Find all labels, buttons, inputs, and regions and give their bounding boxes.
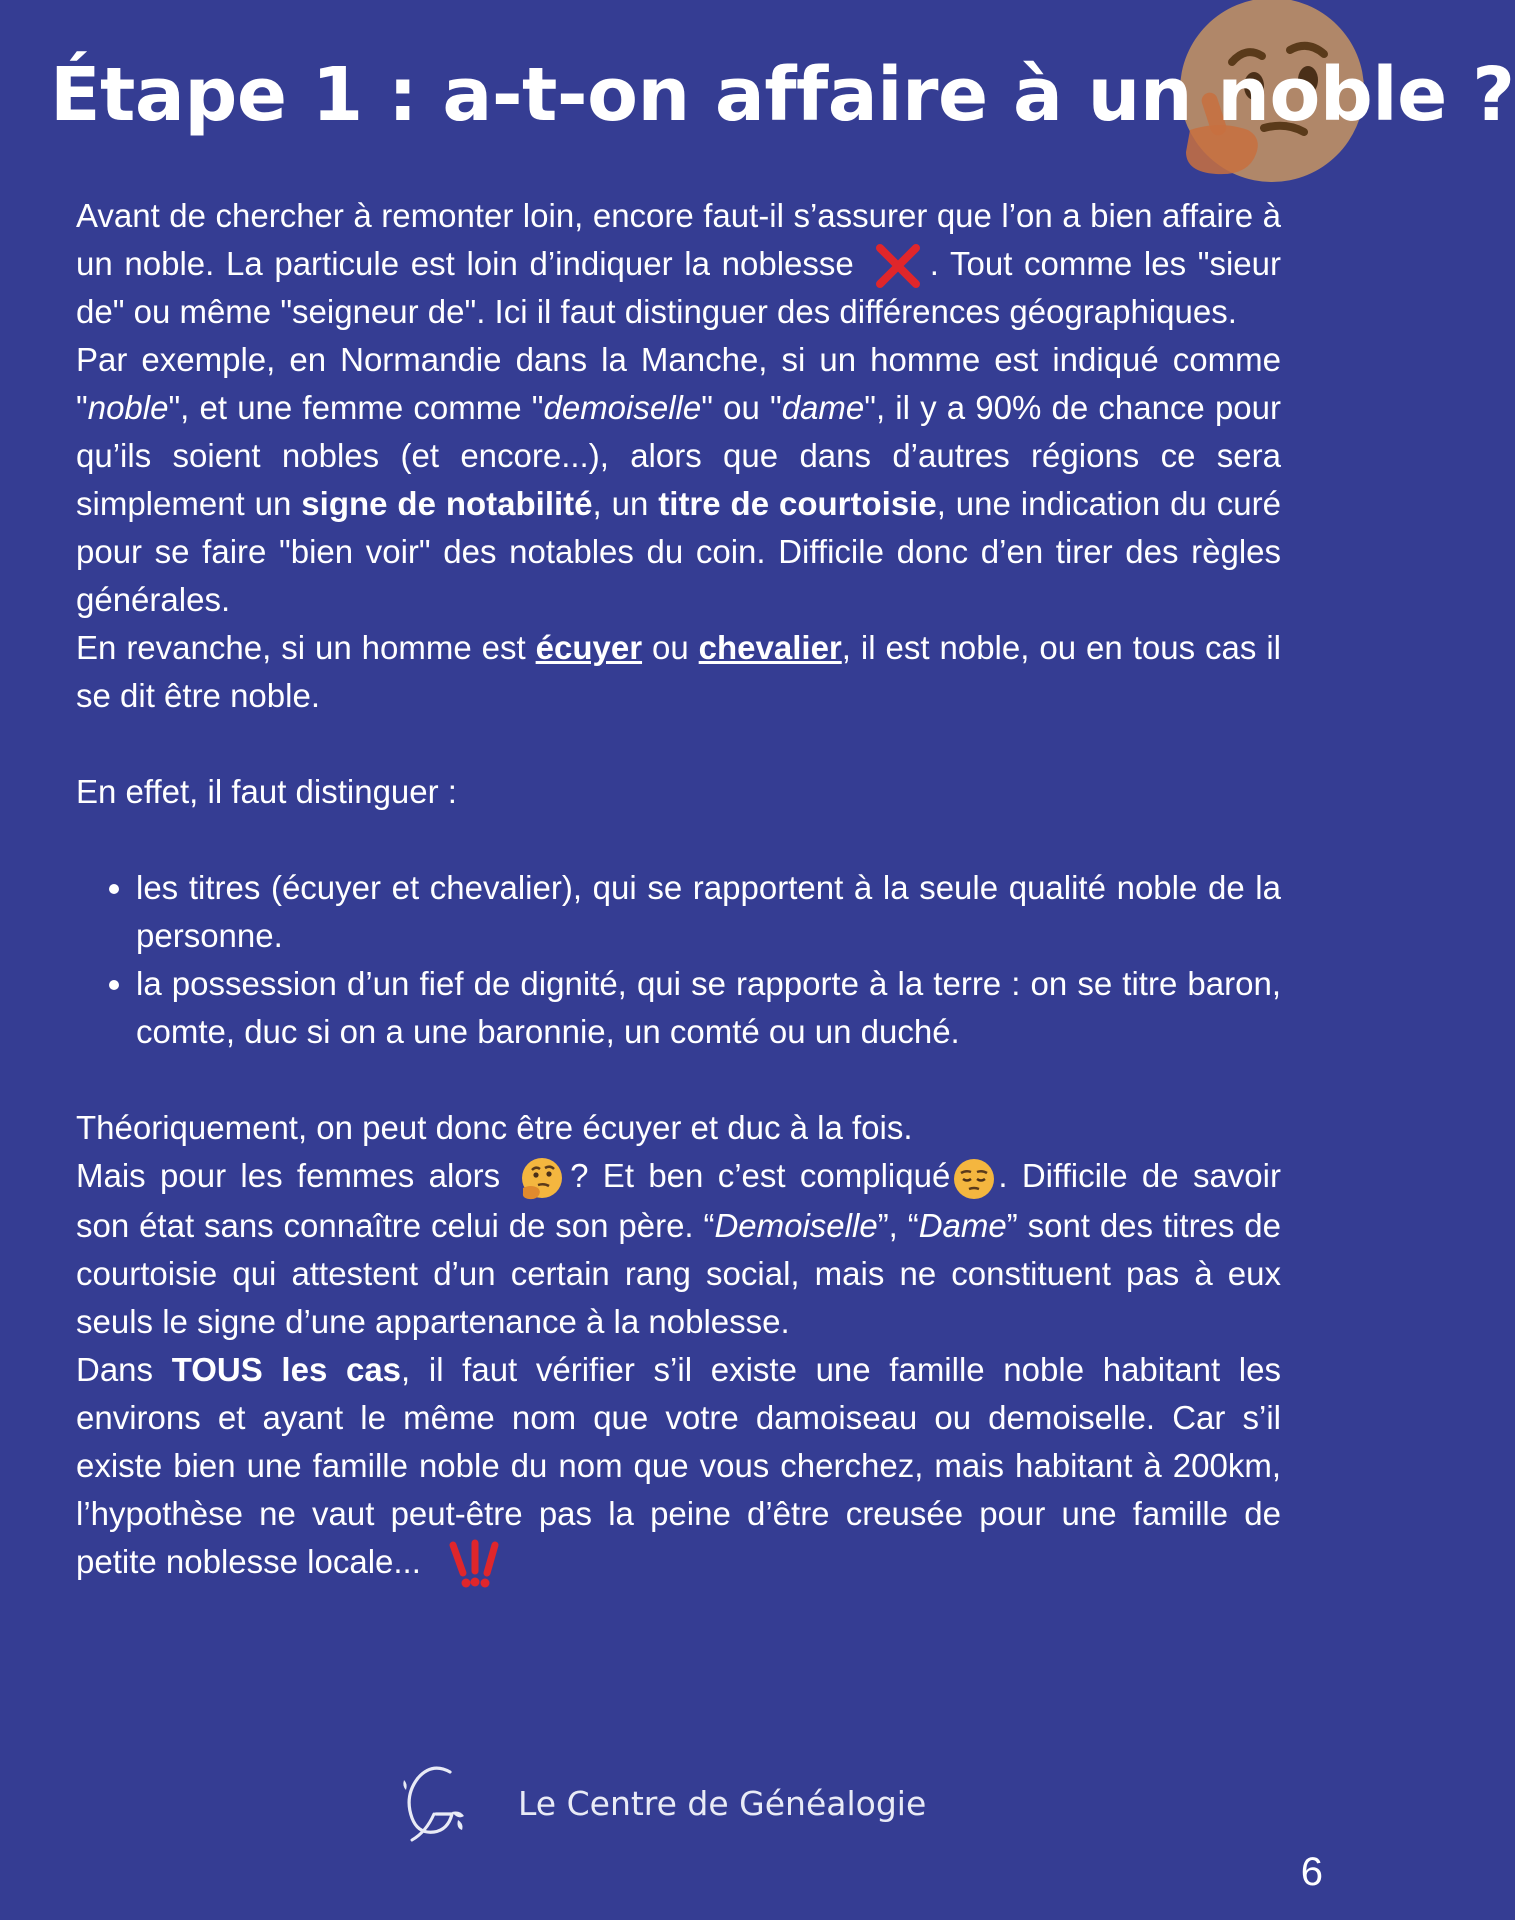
paragraph-distinguer: En effet, il faut distinguer :: [76, 773, 457, 811]
page-number: 6: [1300, 1850, 1323, 1894]
chevalier-term: chevalier: [698, 629, 842, 667]
genealogy-logo-icon: [398, 1760, 474, 1846]
list-item: • la possession d’un fief de dignité, qui se rapporte à la terre : on se titre baron, comte, duc si on a une baronnie, un comté ou un duché.: [136, 960, 1281, 1056]
main-content: [76, 192, 1281, 1589]
paragraph-tous-les-cas: Dans TOUS les cas, il faut vérifier s’il existe une famille noble habitant les environs et ayant le même nom que votre damoiseau ou demoiselle. Car s’il existe bien une famille noble du nom que vous cherchez, mais habitant à 200km, l’hypothèse ne vaut peut-être pas la peine d’être creusée pour une famille de petite noblesse locale...: [76, 1346, 1281, 1589]
brand-name: Le Centre de Généalogie: [518, 1784, 927, 1823]
list-item: • les titres (écuyer et chevalier), qui se rapportent à la seule qualité noble de la personne.: [136, 864, 1281, 960]
thinking-face-icon: [518, 1156, 564, 1202]
paragraph-theorie: Théoriquement, on peut donc être écuyer et duc à la fois.: [76, 1109, 913, 1147]
paragraph-intro: Avant de chercher à remonter loin, encore faut-il s’assurer que l’on a bien affaire à un noble. La particule est loin d’indiquer la noblesse . Tout comme les "sieur de" ou même "seigneur de". Ici il faut distinguer des différences géographiques.: [76, 197, 1281, 331]
paragraph-example: Par exemple, en Normandie dans la Manche, si un homme est indiqué comme "noble", et une femme comme "demoiselle" ou "dame", il y a 90% de chance pour qu’ils soient nobles (et encore...), alors que dans d’autres régions ce sera simplement un signe de notabilité, un titre de courtoisie, une indication du curé pour se faire "bien voir" des notables du coin. Difficile donc d’en tirer des règles générales.: [76, 341, 1281, 619]
footer: [398, 1760, 958, 1850]
paragraph-revanche: En revanche, si un homme est écuyer ou chevalier, il est noble, ou en tous cas il se dit être noble.: [76, 629, 1281, 715]
double-exclamation-icon: [441, 1539, 505, 1589]
red-cross-icon: [872, 244, 924, 288]
distinction-list: [76, 864, 1281, 1056]
paragraph-femmes: Mais pour les femmes alors ? Et ben c’est compliqué . Difficile de savoir son état sans connaître celui de son père. “Demoiselle”, “Dame” sont des titres de courtoisie qui attestent d’un certain rang social, mais ne constituent pas à eux seuls le signe d’une appartenance à la noblesse.: [76, 1157, 1281, 1340]
pensive-face-icon: [952, 1157, 996, 1201]
ecuyer-term: écuyer: [535, 629, 643, 667]
page-title: Étape 1 : a-t-on affaire à un noble ?: [50, 52, 1515, 138]
